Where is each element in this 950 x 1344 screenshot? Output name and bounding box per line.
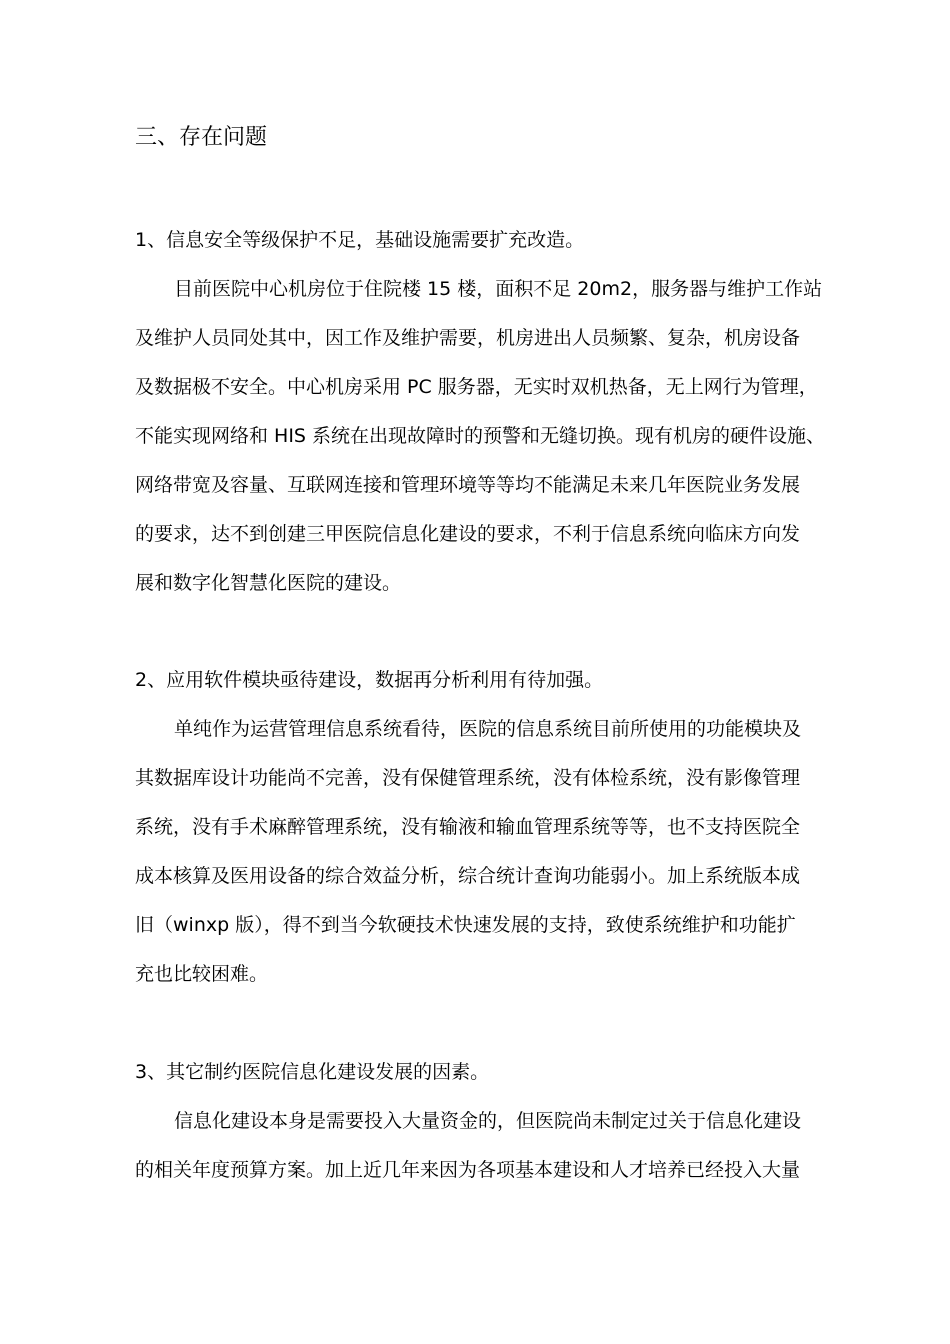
paragraph-line: 旧（winxp 版），得不到当今软硬技术快速发展的支持，致使系统维护和功能扩	[135, 914, 796, 936]
section-title: 三、存在问题	[135, 125, 268, 150]
paragraph-line: 信息化建设本身是需要投入大量资金的，但医院尚未制定过关于信息化建设	[174, 1110, 802, 1132]
issue-heading: 1、信息安全等级保护不足，基础设施需要扩充改造。	[135, 229, 585, 251]
paragraph-line: 展和数字化智慧化医院的建设。	[135, 572, 402, 594]
paragraph-line: 单纯作为运营管理信息系统看待，医院的信息系统目前所使用的功能模块及	[174, 718, 802, 740]
paragraph-line: 不能实现网络和 HIS 系统在出现故障时的预警和无缝切换。现有机房的硬件设施、	[135, 425, 826, 447]
issue-heading: 2、应用软件模块亟待建设，数据再分析利用有待加强。	[135, 669, 604, 691]
paragraph-line: 系统，没有手术麻醉管理系统，没有输液和输血管理系统等等，也不支持医院全	[135, 816, 801, 838]
issue-3	[135, 1048, 801, 1195]
paragraph-line: 其数据库设计功能尚不完善，没有保健管理系统，没有体检系统，没有影像管理	[135, 767, 801, 789]
paragraph-line: 的要求，达不到创建三甲医院信息化建设的要求，不利于信息系统向临床方向发	[135, 523, 801, 545]
paragraph-line: 网络带宽及容量、互联网连接和管理环境等等均不能满足未来几年医院业务发展	[135, 474, 801, 496]
paragraph-line: 充也比较困难。	[135, 963, 269, 985]
paragraph-line: 及维护人员同处其中，因工作及维护需要，机房进出人员频繁、复杂，机房设备	[135, 327, 801, 349]
paragraph-line: 的相关年度预算方案。加上近几年来因为各项基本建设和人才培养已经投入大量	[135, 1159, 801, 1181]
paragraph-line: 目前医院中心机房位于住院楼 15 楼，面积不足 20m2，服务器与维护工作站	[174, 278, 823, 300]
issue-2	[135, 656, 801, 999]
paragraph-line: 成本核算及医用设备的综合效益分析，综合统计查询功能弱小。加上系统版本成	[135, 865, 801, 887]
paragraph-line: 及数据极不安全。中心机房采用 PC 服务器，无实时双机热备，无上网行为管理，	[135, 376, 818, 398]
issue-1	[135, 216, 825, 608]
issue-heading: 3、其它制约医院信息化建设发展的因素。	[135, 1061, 490, 1083]
